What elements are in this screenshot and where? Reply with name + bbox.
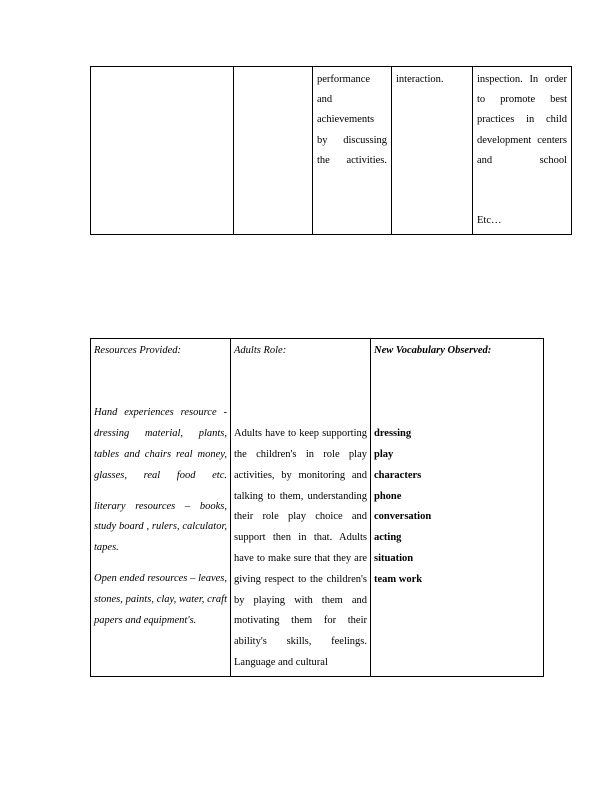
cell-interaction-text: interaction. (396, 74, 444, 85)
observation-table-continued (90, 66, 572, 235)
vocabulary-word: play (374, 448, 394, 460)
header-cell-adults-role (231, 339, 371, 677)
resources-paragraph-2: literary resources – books, study board , rulers, calculator, tapes. (94, 500, 230, 554)
cell-empty-1 (91, 67, 234, 235)
vocabulary-word: situation (374, 552, 414, 564)
vocabulary-word: dressing (374, 428, 412, 440)
resources-table (90, 338, 544, 677)
resources-paragraph-1: Hand experiences resource - dressing material, plants, tables and chairs real money, glasses, real food etc. (94, 407, 230, 481)
table-header-row (91, 339, 544, 677)
resources-gap-2 (94, 559, 227, 569)
vocabulary-word: team work (374, 573, 423, 585)
cell-inspection-etc: Etc… (477, 215, 502, 227)
vocabulary-spacer-3 (374, 403, 540, 424)
cell-performance (313, 67, 392, 235)
resources-header-spacer-2 (94, 383, 227, 404)
vocabulary-word: phone (374, 490, 402, 502)
cell-inspection (473, 67, 572, 235)
cell-inspection-spacer-2 (477, 191, 567, 211)
cell-inspection-text: inspection. In order to promote best practices in child development centers and school (477, 74, 570, 166)
adults-role-text: Adults have to keep supporting the children's in role play activities, by monitoring and talking to them, understanding their role play choice and support then in that. Adults have to make sure that they are giving respect to the children's by playing with them and motivating them for their ability's skills, feelings. Language and cultural (234, 428, 370, 668)
vocabulary-word: characters (374, 469, 422, 481)
header-cell-vocabulary (371, 339, 544, 677)
adults-role-spacer-3 (234, 403, 367, 424)
cell-interaction (392, 67, 473, 235)
resources-paragraph-3: Open ended resources – leaves, stones, paints, clay, water, craft papers and equipment's. (94, 572, 230, 626)
cell-inspection-spacer (477, 171, 567, 191)
table-row (91, 67, 572, 235)
adults-role-spacer-2 (234, 383, 367, 404)
vocabulary-header-label: New Vocabulary Observed: (374, 345, 492, 356)
resources-header-spacer (94, 362, 227, 383)
vocabulary-spacer (374, 362, 540, 383)
vocabulary-word: acting (374, 532, 402, 544)
vocabulary-spacer-2 (374, 383, 540, 404)
resources-header-label: Resources Provided: (94, 345, 181, 356)
cell-empty-2 (234, 67, 313, 235)
header-cell-resources (91, 339, 231, 677)
resources-gap-1 (94, 487, 227, 497)
cell-performance-text: performance and achievements by discussing the activities. (317, 74, 390, 166)
adults-role-header-label: Adults Role: (234, 345, 287, 356)
adults-role-spacer (234, 362, 367, 383)
vocabulary-word: conversation (374, 511, 432, 523)
vocabulary-list (374, 424, 540, 590)
